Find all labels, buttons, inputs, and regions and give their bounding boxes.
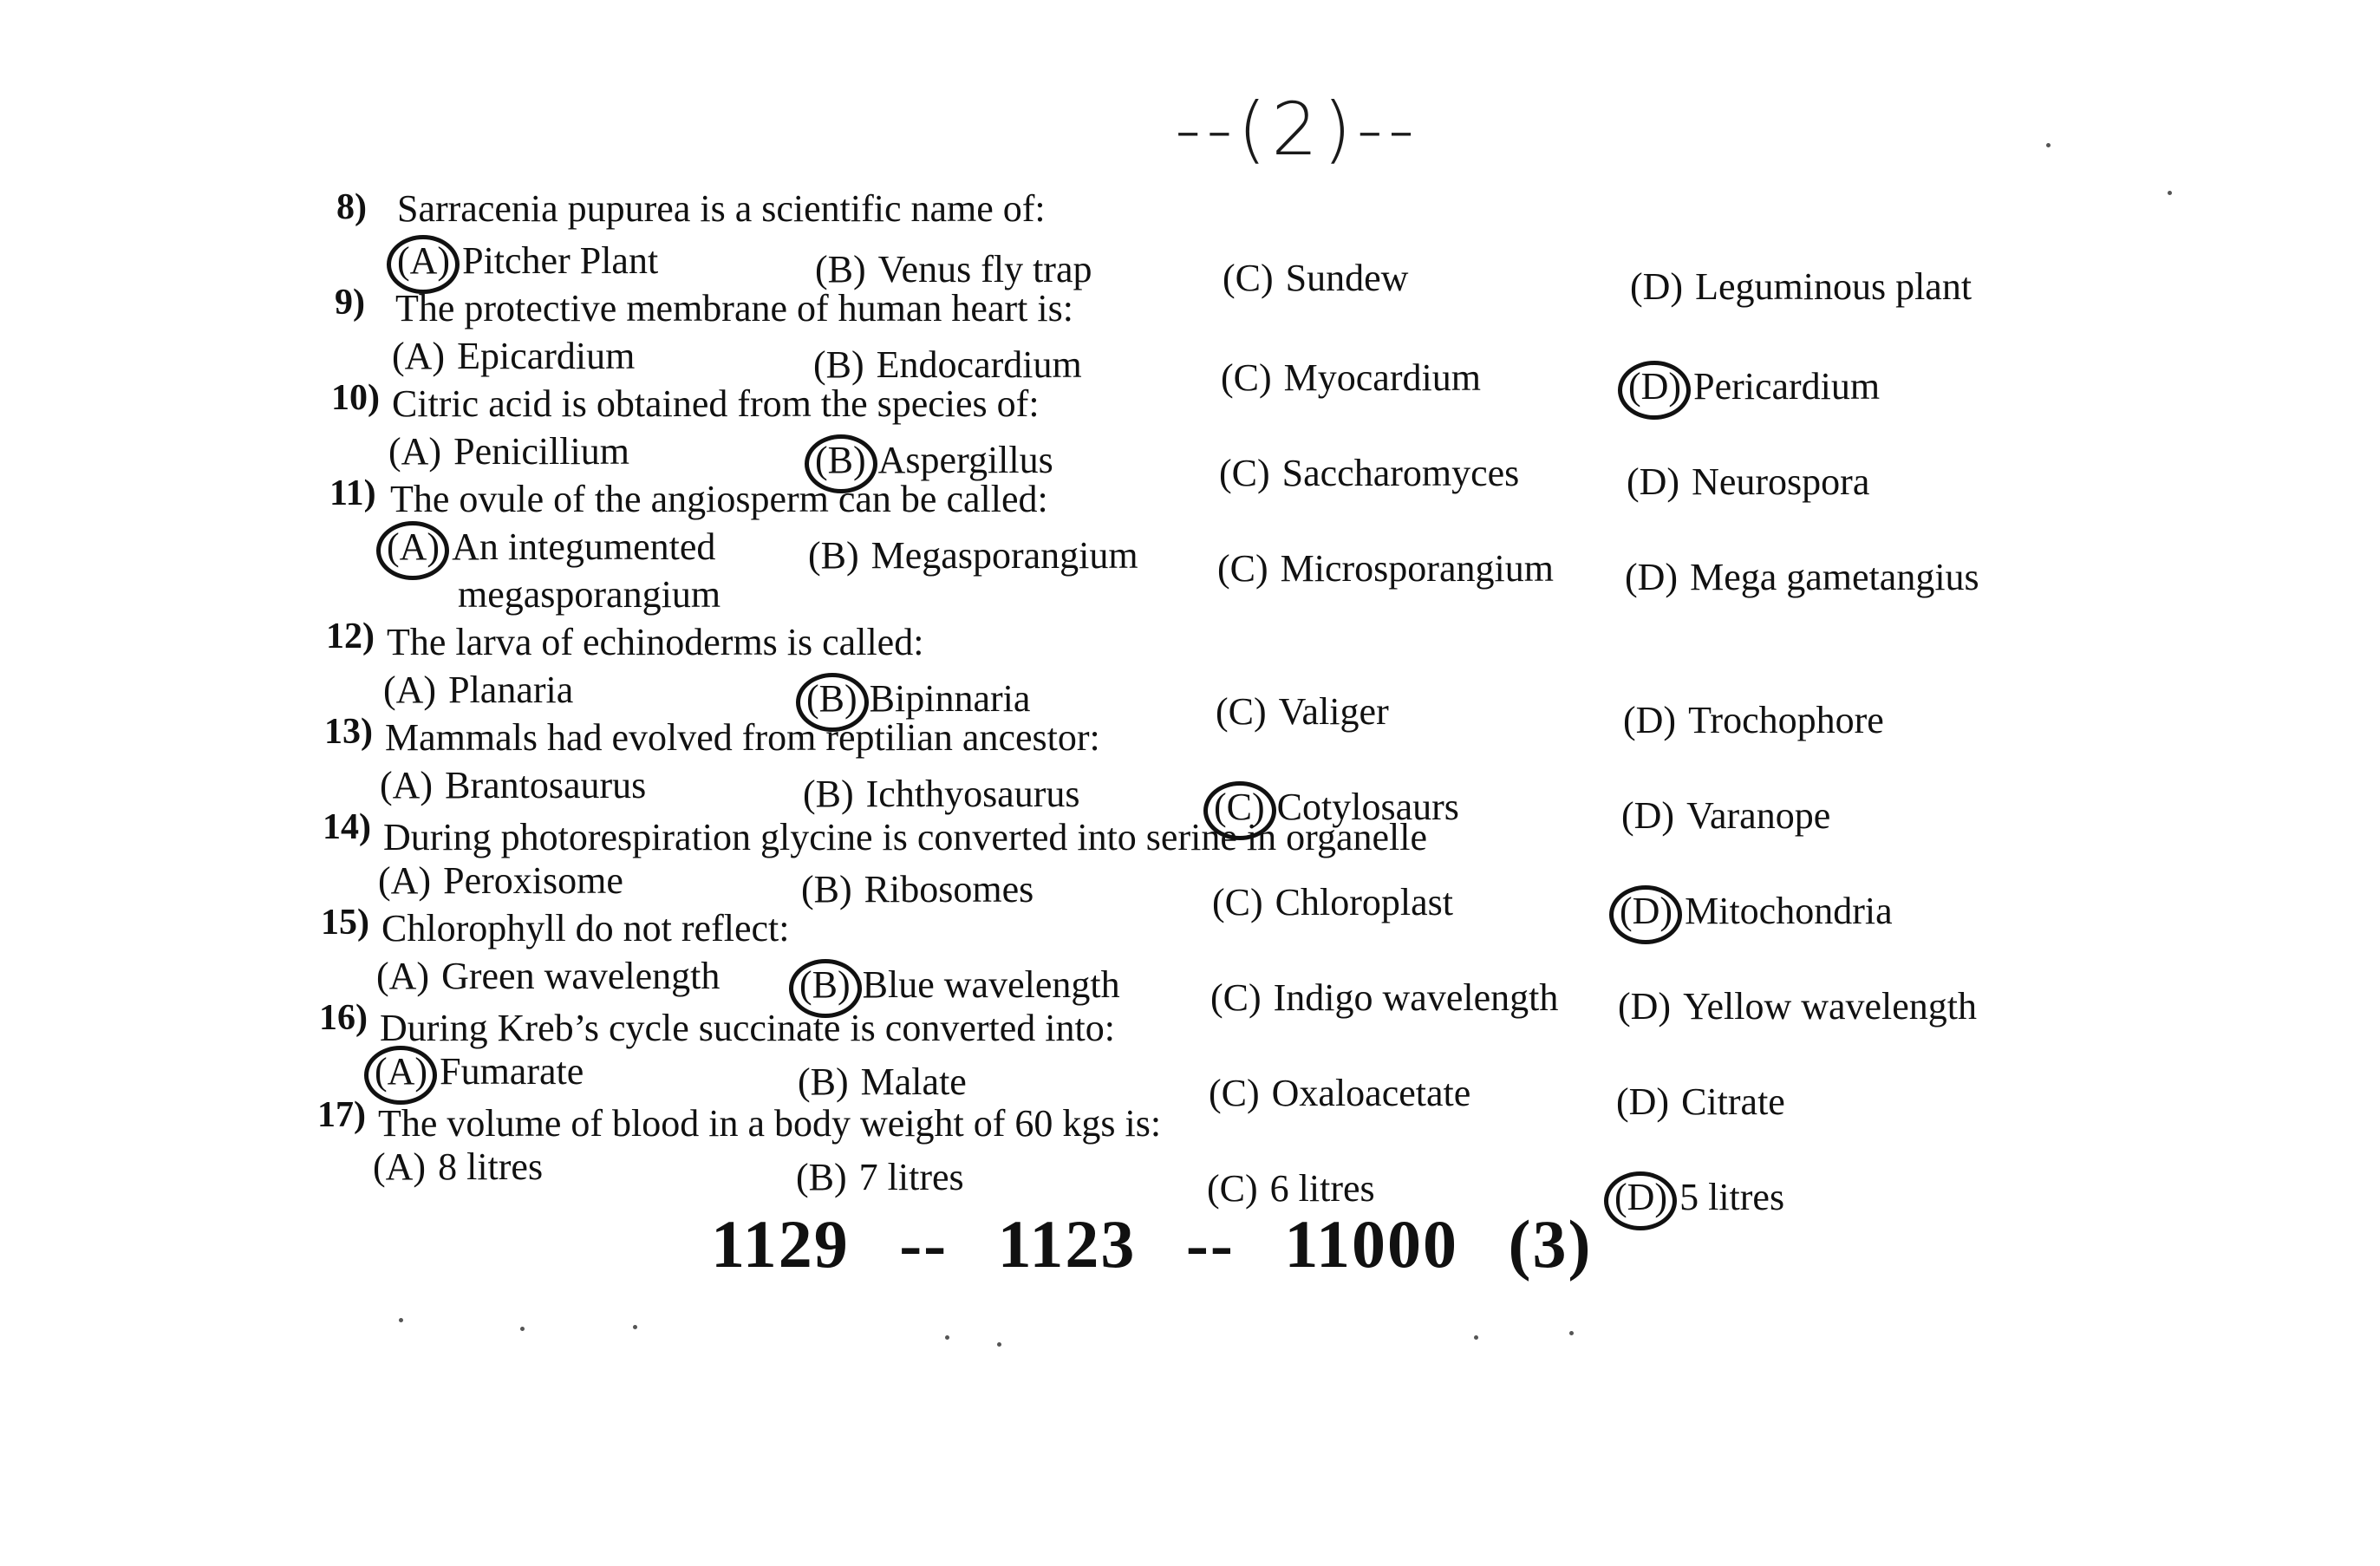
option-label: (A) xyxy=(380,764,434,806)
option-text: Brantosaurus xyxy=(445,764,647,806)
option-label: (A) xyxy=(397,239,451,282)
option-b xyxy=(815,247,1092,291)
option-text: Myocardium xyxy=(1283,356,1481,399)
option-text: Mitochondria xyxy=(1685,890,1893,932)
option-text: Ichthyosaurus xyxy=(865,773,1080,815)
footer-separator: -- xyxy=(899,1206,949,1282)
option-label: (A) xyxy=(373,1145,427,1188)
option-b xyxy=(796,1155,964,1199)
option-a xyxy=(387,525,715,569)
option-text: Citrate xyxy=(1681,1080,1785,1123)
question-number: 8) xyxy=(336,187,367,227)
question-text: The volume of blood in a body weight of 60 kgs is: xyxy=(378,1102,1162,1145)
option-b xyxy=(815,438,1053,482)
question-text: During photorespiration glycine is converted into serine in organelle xyxy=(383,816,1427,858)
question-text: The larva of echinoderms is called: xyxy=(387,621,924,663)
option-label: (C) xyxy=(1214,786,1265,828)
option-b xyxy=(808,533,1138,577)
option-d xyxy=(1623,698,1884,742)
option-c xyxy=(1217,546,1554,591)
scan-speck xyxy=(399,1318,403,1322)
option-c xyxy=(1216,689,1389,734)
question-number: 9) xyxy=(335,283,365,323)
option-a-continued xyxy=(458,572,721,617)
option-text: Planaria xyxy=(448,669,574,711)
option-label: (D) xyxy=(1616,1080,1670,1123)
option-d xyxy=(1618,984,1977,1028)
option-d xyxy=(1630,264,1972,309)
question-text: The ovule of the angiosperm can be called: xyxy=(390,478,1048,520)
option-label: (D) xyxy=(1623,699,1677,741)
option-c xyxy=(1212,880,1453,924)
scan-speck xyxy=(1474,1335,1478,1340)
scan-speck xyxy=(2046,143,2051,147)
option-label: (C) xyxy=(1207,1167,1258,1210)
option-label: (A) xyxy=(392,335,446,377)
option-label: (B) xyxy=(806,677,857,720)
option-text: 8 litres xyxy=(438,1145,544,1188)
option-text: An integumented xyxy=(452,525,716,568)
option-text: 6 litres xyxy=(1269,1167,1375,1210)
option-c xyxy=(1209,1071,1470,1115)
option-a xyxy=(375,1049,584,1093)
option-text: Penicillium xyxy=(453,430,629,473)
option-a xyxy=(397,238,658,283)
option-label: (C) xyxy=(1210,976,1262,1019)
footer-code-1: 1129 xyxy=(711,1206,850,1282)
option-text: Leguminous plant xyxy=(1695,265,1972,308)
option-text: Mega gametangius xyxy=(1690,556,1979,598)
option-label: (A) xyxy=(388,430,442,473)
option-text: Yellow wavelength xyxy=(1683,985,1978,1028)
option-label: (A) xyxy=(387,525,440,568)
option-label: (C) xyxy=(1219,452,1270,494)
option-label: (D) xyxy=(1628,365,1682,408)
option-label: (B) xyxy=(799,963,851,1006)
option-b xyxy=(813,343,1082,387)
option-text: Green wavelength xyxy=(441,955,721,997)
option-label: (C) xyxy=(1217,547,1268,590)
option-label: (B) xyxy=(815,248,866,290)
footer-code-2: 1123 xyxy=(997,1206,1137,1282)
question-text: Citric acid is obtained from the species of: xyxy=(392,382,1040,425)
option-a xyxy=(392,334,635,378)
option-a xyxy=(376,954,720,998)
option-label: (D) xyxy=(1630,265,1684,308)
option-label: (C) xyxy=(1223,257,1274,299)
question-number: 15) xyxy=(321,903,369,943)
option-b xyxy=(806,676,1030,721)
option-text: Varanope xyxy=(1686,794,1831,837)
option-text: Sundew xyxy=(1285,257,1409,299)
option-label: (B) xyxy=(796,1156,847,1198)
option-text: Valiger xyxy=(1278,690,1389,733)
option-c xyxy=(1223,256,1408,300)
option-label: (A) xyxy=(376,955,430,997)
question-text: The protective membrane of human heart is: xyxy=(395,287,1073,330)
scan-speck xyxy=(945,1335,949,1340)
scan-speck xyxy=(1569,1331,1574,1335)
option-c xyxy=(1221,356,1481,400)
option-label: (B) xyxy=(813,343,864,386)
option-text: Neurospora xyxy=(1692,460,1870,503)
option-b xyxy=(803,772,1080,816)
option-label: (B) xyxy=(798,1060,849,1103)
option-text: Cotylosaurs xyxy=(1276,786,1459,828)
option-text: 7 litres xyxy=(858,1156,964,1198)
option-d xyxy=(1620,889,1893,933)
option-text: Ribosomes xyxy=(864,868,1034,910)
option-text: Saccharomyces xyxy=(1281,452,1520,494)
option-label: (B) xyxy=(808,534,859,577)
option-label: (C) xyxy=(1221,356,1272,399)
option-text: Pericardium xyxy=(1693,365,1881,408)
option-text: Bipinnaria xyxy=(869,677,1031,720)
option-text: Peroxisome xyxy=(443,859,623,902)
option-b xyxy=(801,867,1034,911)
option-c xyxy=(1219,451,1519,495)
question-number: 12) xyxy=(326,617,375,656)
option-b xyxy=(799,962,1120,1007)
option-c xyxy=(1207,1166,1375,1210)
paper-code-footer xyxy=(711,1205,1623,1283)
option-label: (D) xyxy=(1625,556,1679,598)
option-label: (D) xyxy=(1621,794,1675,837)
option-label: (D) xyxy=(1618,985,1672,1028)
question-text: Sarracenia pupurea is a scientific name of: xyxy=(397,187,1046,230)
scan-speck xyxy=(2168,191,2172,195)
option-d xyxy=(1616,1080,1785,1124)
question-number: 16) xyxy=(319,998,368,1038)
scan-speck xyxy=(997,1342,1001,1347)
option-label: (D) xyxy=(1614,1176,1668,1218)
scan-speck xyxy=(633,1325,637,1329)
question-text: Chlorophyll do not reflect: xyxy=(381,907,790,949)
option-a xyxy=(383,668,573,712)
option-text: Indigo wavelength xyxy=(1273,976,1559,1019)
option-text: Trochophore xyxy=(1688,699,1884,741)
footer-code-3: 11000 xyxy=(1284,1206,1459,1282)
option-text: Endocardium xyxy=(876,343,1082,386)
option-label: (B) xyxy=(803,773,854,815)
option-label: (D) xyxy=(1627,460,1680,503)
question-number: 13) xyxy=(324,712,373,752)
option-label: (C) xyxy=(1216,690,1267,733)
option-text: Blue wavelength xyxy=(862,963,1120,1006)
question-text: Mammals had evolved from reptilian ancestor: xyxy=(385,716,1100,759)
option-d xyxy=(1625,555,1979,599)
question-number: 17) xyxy=(317,1095,366,1135)
option-text: Megasporangium xyxy=(870,534,1138,577)
option-text: Venus fly trap xyxy=(877,248,1092,290)
option-label: (A) xyxy=(375,1050,428,1093)
option-d xyxy=(1614,1175,1784,1219)
question-number: 14) xyxy=(323,807,371,847)
option-label: (D) xyxy=(1620,890,1673,932)
option-text: Fumarate xyxy=(440,1050,584,1093)
option-c xyxy=(1210,975,1558,1020)
option-text: megasporangium xyxy=(458,573,721,616)
option-label: (B) xyxy=(815,439,866,481)
option-label: (A) xyxy=(378,859,432,902)
option-text: Aspergillus xyxy=(877,439,1053,481)
option-a xyxy=(380,763,646,807)
option-text: 5 litres xyxy=(1679,1176,1785,1218)
option-d xyxy=(1627,460,1869,504)
option-text: Oxaloacetate xyxy=(1271,1072,1471,1114)
option-label: (A) xyxy=(383,669,437,711)
question-number: 11) xyxy=(329,473,376,513)
option-text: Microsporangium xyxy=(1280,547,1554,590)
option-text: Chloroplast xyxy=(1275,881,1453,923)
option-text: Malate xyxy=(860,1060,967,1103)
option-text: Pitcher Plant xyxy=(462,239,659,282)
scan-speck xyxy=(520,1327,525,1331)
option-label: (B) xyxy=(801,868,852,910)
option-a xyxy=(373,1145,543,1189)
option-a xyxy=(378,858,623,903)
page-number-marker: --(2)-- xyxy=(1175,87,1420,172)
question-number: 10) xyxy=(331,378,380,418)
option-text: Epicardium xyxy=(457,335,636,377)
option-b xyxy=(798,1060,967,1104)
option-label: (C) xyxy=(1209,1072,1260,1114)
footer-separator: -- xyxy=(1185,1206,1235,1282)
option-d xyxy=(1628,364,1880,408)
option-label: (C) xyxy=(1212,881,1263,923)
option-a xyxy=(388,429,629,473)
option-d xyxy=(1621,793,1830,838)
question-text: During Kreb’s cycle succinate is converted into: xyxy=(380,1007,1115,1049)
footer-page-number: (3) xyxy=(1508,1206,1593,1282)
